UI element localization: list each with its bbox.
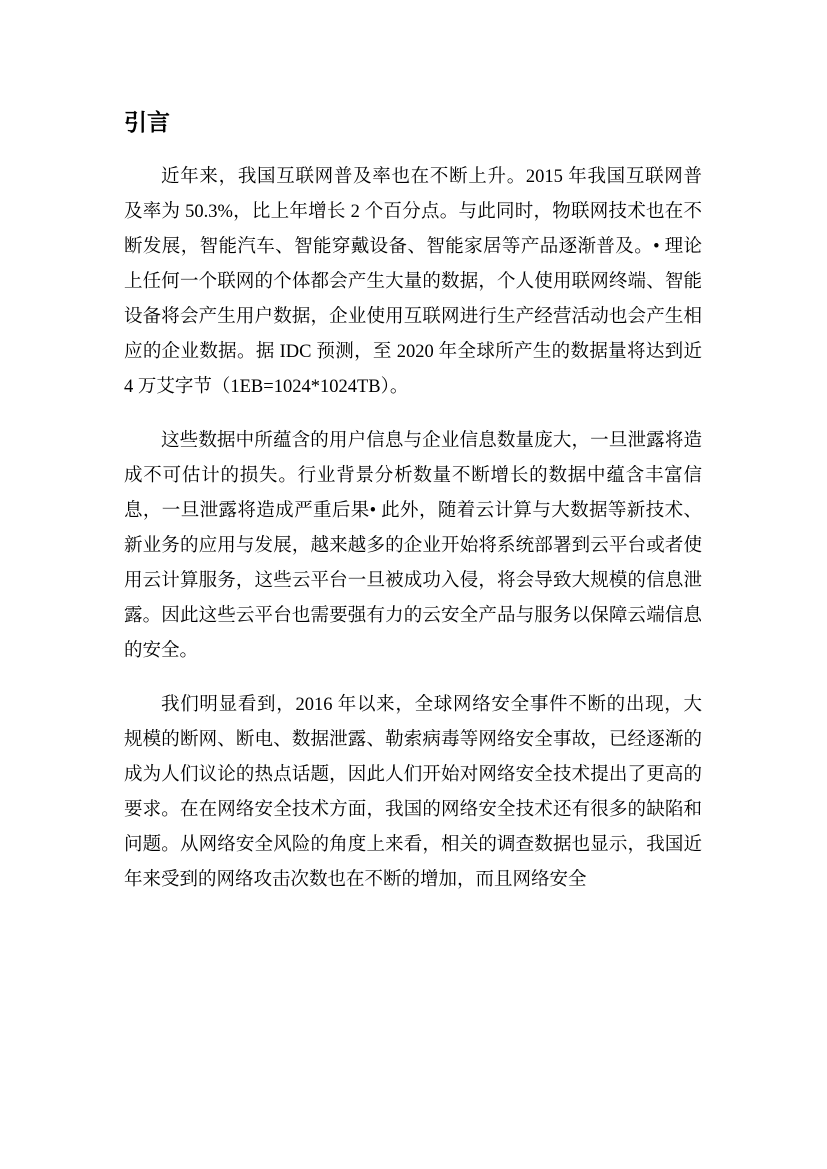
paragraph-data-leak-risk: 这些数据中所蕴含的用户信息与企业信息数量庞大，一旦泄露将造成不可估计的损失。行业背景分析数量不断增长的数据中蕴含丰富信息，一旦泄露将造成严重后果• 此外，随着云计算与大数据等新技术、新业务的应用与发展，越来越多的企业开始将系统部署到云平台或者使用云计算服务，这些云平台一旦被成功入侵，将会导致大规模的信息泄露。因此这些云平台也需要强有力的云安全产品与服务以保障云端信息的安全。 — [124, 431, 702, 661]
paragraph-security-incidents: 我们明显看到，2016 年以来，全球网络安全事件不断的出现，大规模的断网、断电、数据泄露、勒索病毒等网络安全事故，已经逐渐的成为人们议论的热点话题，因此人们开始对网络安全技术提出了更高的要求。在在网络安全技术方面，我国的网络安全技术还有很多的缺陷和问题。从网络安全风险的角度上来看，相关的调查数据也显示，我国近年来受到的网络攻击次数也在不断的增加，而且网络安全 — [124, 695, 702, 890]
paragraph-internet-growth: 近年来，我国互联网普及率也在不断上升。2015 年我国互联网普及率为 50.3%，比上年增长 2 个百分点。与此同时，物联网技术也在不断发展，智能汽车、智能穿戴设备、智能家居等产品逐渐普及。• 理论上任何一个联网的个体都会产生大量的数据，个人使用联网终端、智能设备将会产生用户数据，企业使用互联网进行生产经营活动也会产生相应的企业数据。据 IDC 预测，至 2020 年全球所产生的数据量将达到近 4 万艾字节（1EB=1024*1024TB）。 — [124, 167, 702, 397]
section-body — [124, 160, 702, 917]
section-heading: 引言 — [124, 110, 170, 136]
